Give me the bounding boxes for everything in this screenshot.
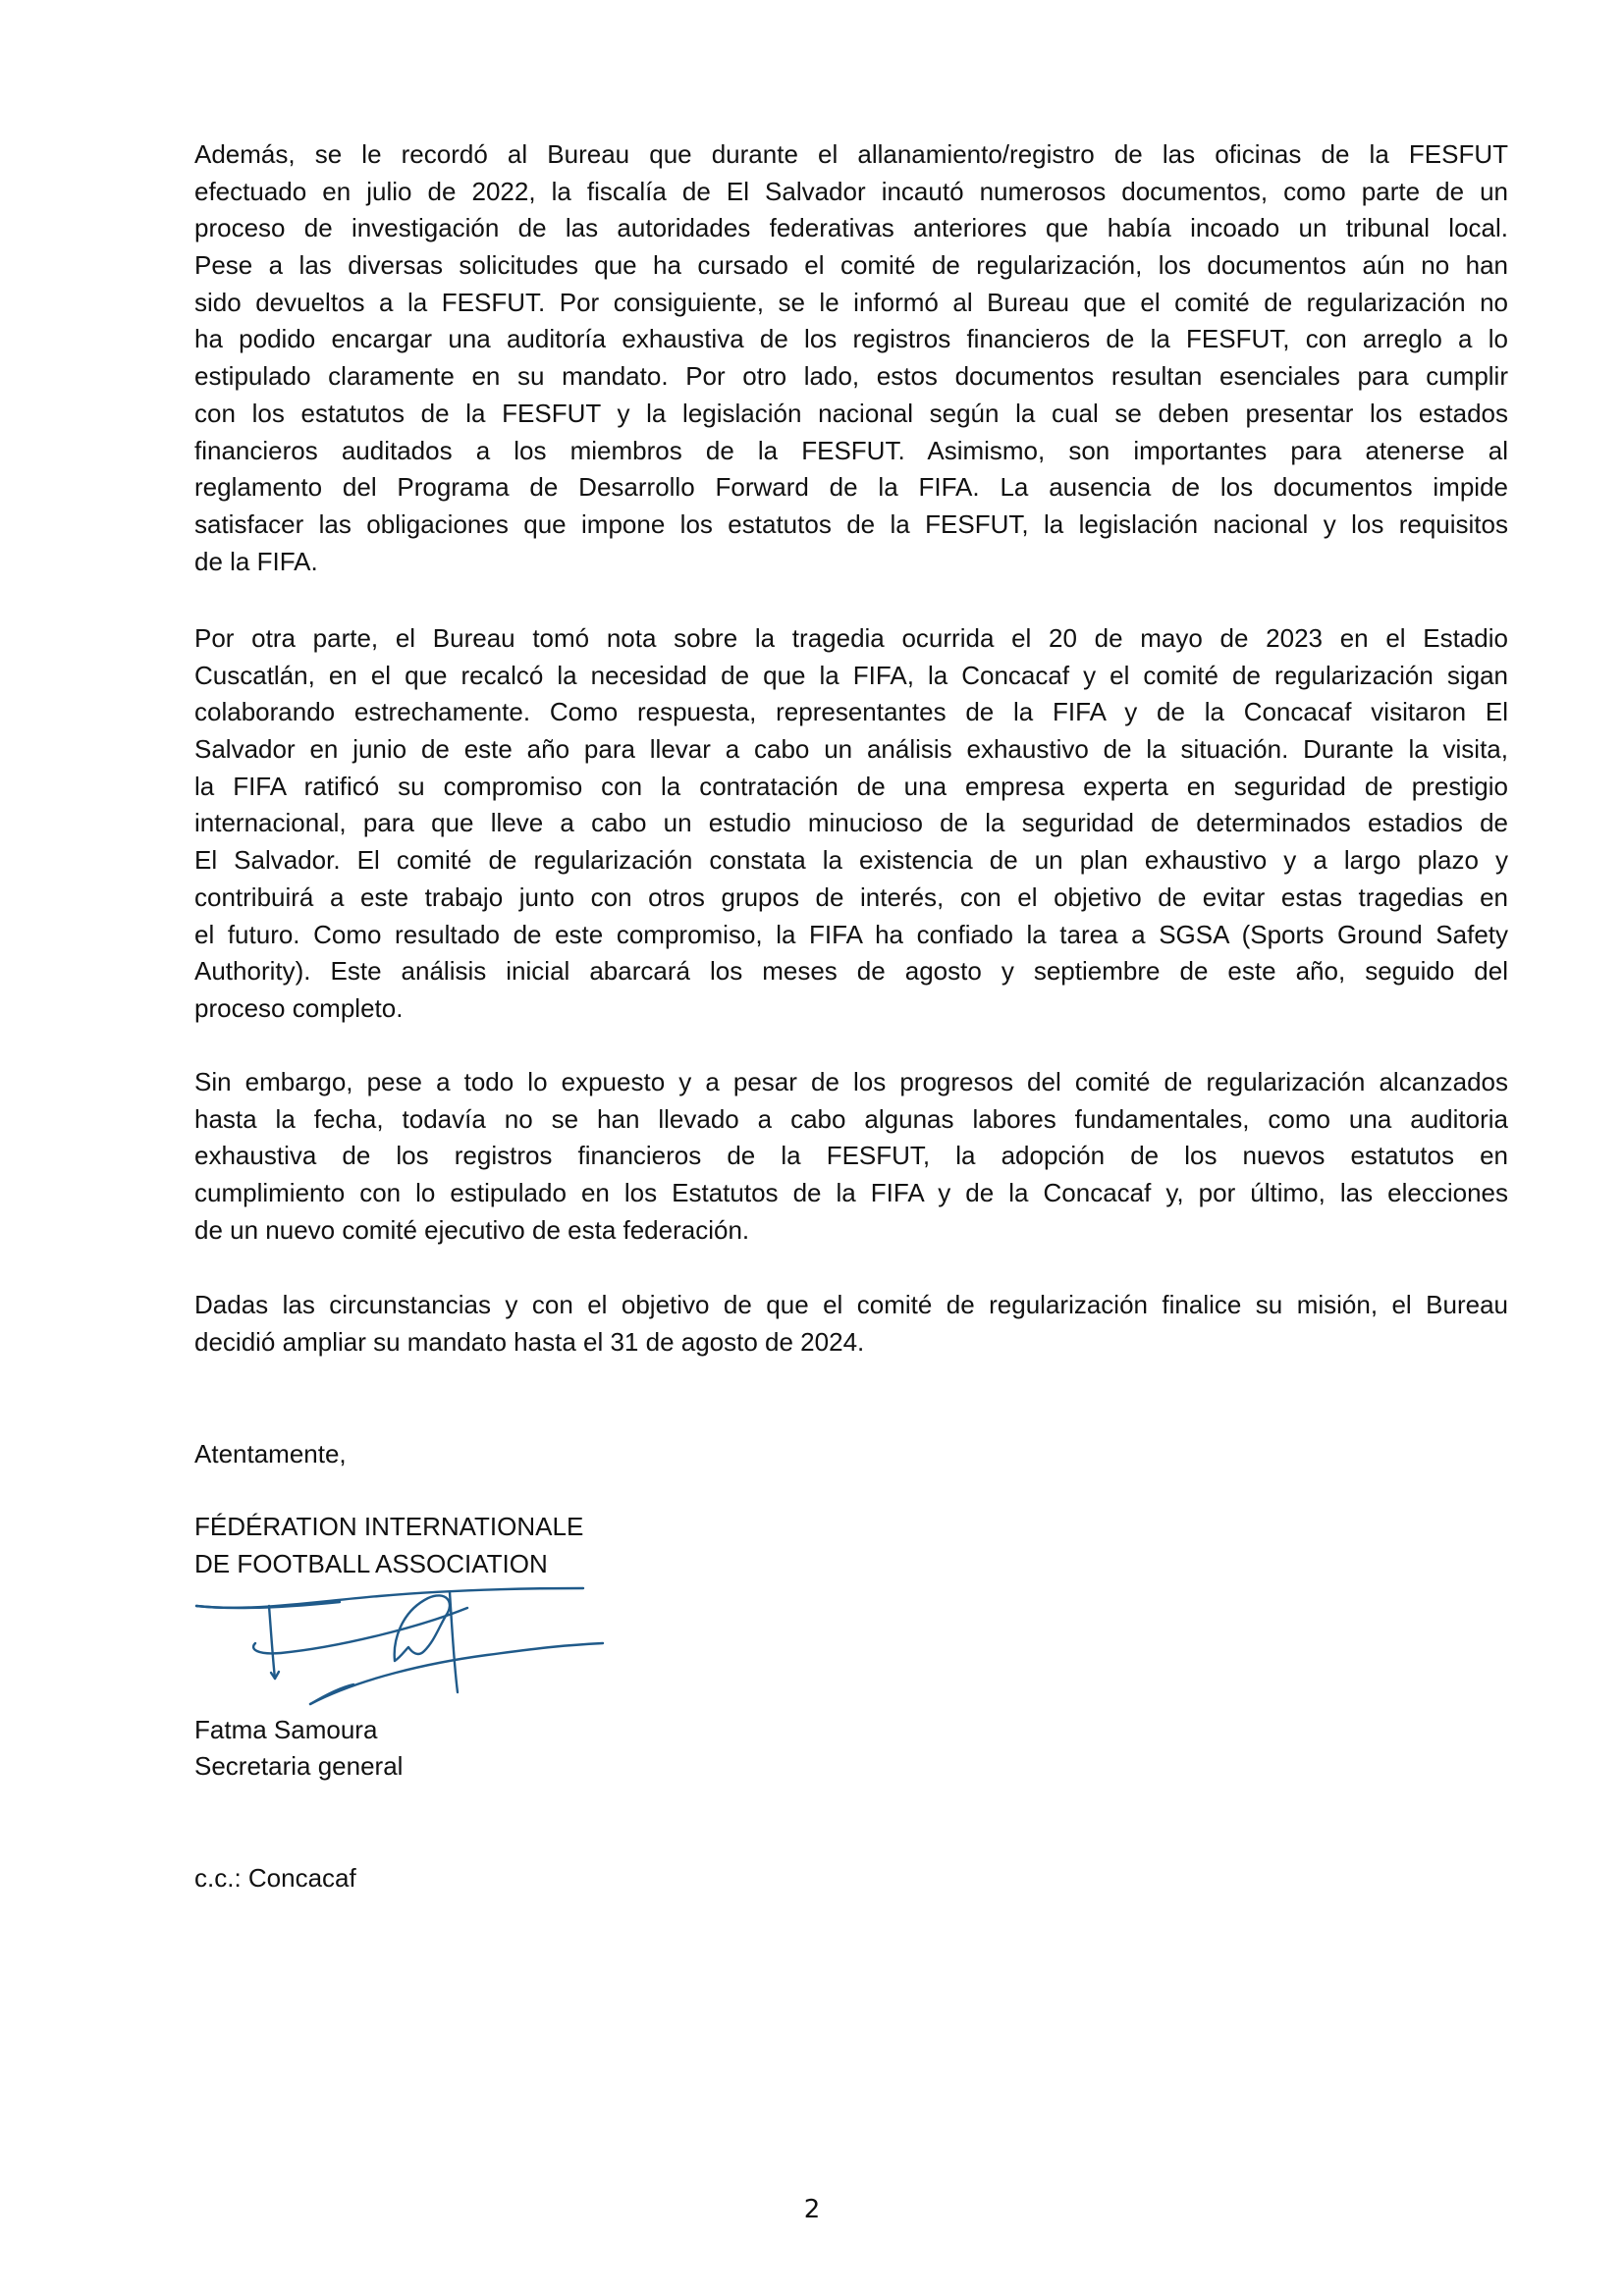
paragraph-documents-seized [194, 136, 1508, 580]
closing-salutation: Atentamente, [194, 1439, 347, 1468]
organization-line-2: DE FOOTBALL ASSOCIATION [194, 1549, 548, 1578]
text-line: contribuirá a este trabajo junto con otros grupos de interés, con el objetivo de evitar estas tragedias en [194, 881, 1508, 912]
text-line: estipulado claramente en su mandato. Por otro lado, estos documentos resultan esenciales para cumplir [194, 361, 1508, 392]
text-line: exhaustiva de los registros financieros de la FESFUT, la adopción de los nuevos estatutos en [194, 1141, 1508, 1171]
signatory-block [194, 1712, 403, 1785]
text-line: El Salvador. El comité de regularización constata la existencia de un plan exhaustivo y a largo plazo y [194, 845, 1508, 876]
signature-icon [192, 1582, 605, 1710]
text-line: Authority). Este análisis inicial abarcará los meses de agosto y septiembre de este año, seguido del [194, 956, 1508, 987]
text-line: decidió ampliar su mandato hasta el 31 de agosto de 2024. [194, 1326, 865, 1357]
text-line: de la FIFA. [194, 546, 318, 576]
text-line: Pese a las diversas solicitudes que ha cursado el comité de regularización, los documentos aún no han [194, 250, 1508, 281]
text-line: la FIFA ratificó su compromiso con la contratación de una empresa experta en seguridad de prestigio [194, 771, 1508, 801]
organization-line-1: FÉDÉRATION INTERNATIONALE [194, 1512, 584, 1541]
text-line: con los estatutos de la FESFUT y la legislación nacional según la cual se deben presentar los estados [194, 398, 1508, 428]
text-line: Dadas las circunstancias y con el objetivo de que el comité de regularización finalice su misión, el Bureau [194, 1290, 1508, 1319]
text-line: Sin embargo, pese a todo lo expuesto y a pesar de los progresos del comité de regularización alcanzados [194, 1067, 1508, 1096]
text-line: internacional, para que lleve a cabo un estudio minucioso de la seguridad de determinados estadios de [194, 808, 1508, 838]
text-line: satisfacer las obligaciones que impone los estatutos de la FESFUT, la legislación nacional y los requisitos [194, 508, 1508, 539]
text-line: proceso de investigación de las autoridades federativas anteriores que había incoado un tribunal local. [194, 213, 1508, 243]
paragraph-mandate-extension [194, 1287, 1508, 1361]
text-line: ha podido encargar una auditoría exhaustiva de los registros financieros de la FESFUT, con arreglo a lo [194, 324, 1508, 354]
paragraph-stadium-tragedy [194, 620, 1508, 1028]
text-line: financieros auditados a los miembros de la FESFUT. Asimismo, son importantes para atenerse al [194, 435, 1508, 465]
text-line: de un nuevo comité ejecutivo de esta federación. [194, 1214, 750, 1245]
text-line: Por otra parte, el Bureau tomó nota sobre la tragedia ocurrida el 20 de mayo de 2023 en el Estadio [194, 623, 1508, 653]
text-line: efectuado en julio de 2022, la fiscalía de El Salvador incautó numerosos documentos, como parte de un [194, 176, 1508, 206]
carbon-copy-line: c.c.: Concacaf [194, 1863, 356, 1893]
text-line: proceso completo. [194, 992, 404, 1023]
text-line: Además, se le recordó al Bureau que durante el allanamiento/registro de las oficinas de la FESFUT [194, 139, 1508, 169]
text-line: Cuscatlán, en el que recalcó la necesidad de que la FIFA, la Concacaf y el comité de regularización sigan [194, 660, 1508, 690]
text-line: hasta la fecha, todavía no se han llevado a cabo algunas labores fundamentales, como una auditoria [194, 1103, 1508, 1134]
text-line: Salvador en junio de este año para llevar a cabo un análisis exhaustivo de la situación. Durante la visita, [194, 734, 1508, 765]
signatory-name: Fatma Samoura [194, 1715, 378, 1744]
text-line: reglamento del Programa de Desarrollo Forward de la FIFA. La ausencia de los documentos impide [194, 472, 1508, 503]
text-line: cumplimiento con lo estipulado en los Estatutos de la FIFA y de la Concacaf y, por último, las elecciones [194, 1178, 1508, 1208]
paragraph-pending-tasks [194, 1064, 1508, 1249]
signatory-title: Secretaria general [194, 1751, 404, 1781]
text-line: sido devueltos a la FESFUT. Por consiguiente, se le informó al Bureau que el comité de regularización no [194, 287, 1508, 317]
organization-name [194, 1508, 583, 1582]
page-number: 2 [803, 2195, 821, 2224]
text-line: colaborando estrechamente. Como respuesta, representantes de la FIFA y de la Concacaf visitaron El [194, 697, 1508, 727]
text-line: el futuro. Como resultado de este compromiso, la FIFA ha confiado la tarea a SGSA (Sports Ground Safety [194, 919, 1508, 949]
